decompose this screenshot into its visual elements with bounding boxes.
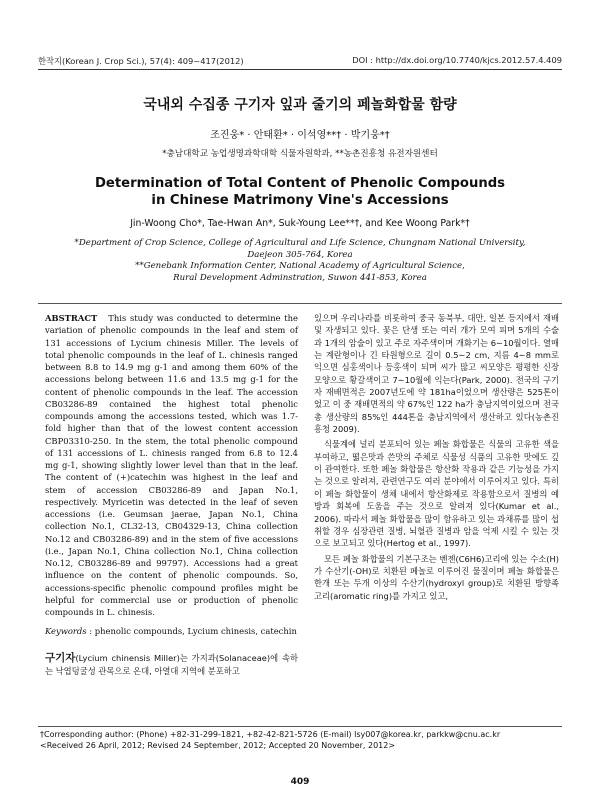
running-header bbox=[38, 55, 562, 67]
left-column bbox=[45, 312, 298, 678]
korean-affiliation: *충남대학교 농업생명과학대학 식물자원학과, **농촌진흥청 유전자원센터 bbox=[162, 149, 438, 159]
body-paragraph: 있으며 우리나라를 비롯하여 중국 동북부, 대만, 일본 등지에서 재배 및 자생되고 있다. 꽃은 단생 또는 여러 개가 모여 피며 5개의 수술과 1개의 암술이 있고 주로 자주색이며 개화기는 6∼10월이다. 열매는 계란형이나 긴 타원형으로 길이 0.5∼2 cm, 지름 4∼8 mm로 익으면 심홍색이나 등홍색이 되며 씨가 많고 씨모양은 평평한 신장모양으로 황갈색이고 7∼10월에 익는다(Park, 2000). 전국의 구기자 재배면적은 2007년도에 약 181ha이었으며 생산량은 525톤이었고 이 중 재배면적의 약 67%인 122 ha가 충남지역이었으며 전국 총 생산량의 85%인 444톤을 충남지역에서 생산하고 있다(농촌진흥청 2009). bbox=[314, 313, 559, 435]
right-column bbox=[314, 312, 559, 602]
korean-intro bbox=[45, 652, 298, 678]
intro-text: (Lycium chinensis Miller)는 가지과(Solanaceae)에 속하는 낙엽덩굴성 관목으로 온대, 아열대 지역에 분포하고 bbox=[45, 652, 298, 676]
affiliation-line: **Genebank Information Center, National Academy of Agricultural Science, bbox=[135, 261, 465, 272]
corresponding-author: †Corresponding author: (Phone) +82-31-299-1821, +82-42-821-5726 (E-mail) lsy007@korea.kr, parkkw@cnu.ac.kr bbox=[40, 730, 501, 739]
english-title-line1: Determination of Total Content of Phenolic Compounds bbox=[94, 176, 506, 191]
english-authors: Jin-Woong Cho*, Tae-Hwan An*, Suk-Young Lee**†, and Kee Woong Park*† bbox=[130, 218, 470, 229]
english-title-line2: in Chinese Matrimony Vine's Accessions bbox=[151, 193, 449, 208]
doi-link[interactable]: DOI : http://dx.doi.org/10.7740/kjcs.2012.57.4.409 bbox=[352, 55, 562, 65]
korean-authors: 조진웅* · 안태환* · 이석영**† · 박기웅*† bbox=[210, 130, 390, 141]
affiliation-line: *Department of Crop Science, College of Agricultural and Life Science, Chungnam National University, bbox=[74, 238, 526, 248]
footnote bbox=[40, 730, 560, 751]
affiliation-line: Daejeon 305-764, Korea bbox=[247, 249, 353, 260]
title-block-rule bbox=[38, 303, 562, 304]
korean-title: 국내외 수집종 구기자 잎과 줄기의 페놀화합물 함량 bbox=[143, 97, 457, 113]
affiliation-line: Rural Development Adminstration, Suwon 441-853, Korea bbox=[173, 272, 427, 283]
keywords-label: Keywords bbox=[45, 626, 87, 637]
body-paragraph: 식물계에 널리 분포되어 있는 페놀 화합물은 식물의 고유한 색을 부여하고, 떫은맛과 쓴맛의 주체로 식물성 식품의 고유한 맛에도 깊이 관여한다. 또한 페놀 화합물은 항산화 작용과 같은 기능성을 가지는 것으로 알려져, 관련연구도 여러 분야에서 이루어지고 있다. 특히 이 페놀 화합물이 생체 내에서 항산화제로 작용함으로서 질병의 예방과 회복에 도움을 주는 것으로 알려져 있다(Kumar et al., 2006). 따라서 페놀 화합물을 많이 함유하고 있는 과채류를 많이 섭취할 경우 심장관련 질병, 뇌혈관 질병과 암을 억제 시킬 수 있는 것으로 보고되고 있다(Hertog et al., 1997). bbox=[314, 439, 559, 549]
abstract bbox=[45, 312, 298, 618]
english-title bbox=[0, 175, 600, 209]
body-paragraph: 모든 페놀 화합물의 기본구조는 벤젠(C6H6)고리에 있는 수소(H)가 수산기(-OH)로 치환된 페놀로 이루어진 물질이며 페놀 화합물은 한개 또는 두개 이상의 수산기(hydroxyl group)로 치환된 방향족 고리(aromatic ring)를 가지고 있고, bbox=[314, 553, 559, 601]
abstract-heading: ABSTRACT bbox=[45, 313, 98, 323]
keywords bbox=[45, 625, 298, 637]
page-number: 409 bbox=[290, 777, 310, 787]
english-affiliation bbox=[40, 238, 560, 284]
received-dates: <Received 26 April, 2012; Revised 24 September, 2012; Accepted 20 November, 2012> bbox=[40, 740, 396, 750]
header-rule bbox=[38, 69, 562, 70]
intro-lead-word: 구기자 bbox=[45, 651, 76, 664]
abstract-text: This study was conducted to determine the variation of phenolic compounds in the leaf and stem of 131 accessions of Lycium chinesis Miller. The levels of total phenolic compounds in the leaf of L. chinesis ranged between 8.8 to 14.9 mg g-1 and among them 60% of the accessions belong between 11.6 and 13.5 mg g-1 for the content of phenolic compounds in the leaf. The accession CB03286-89 contained the highest total phenolic compounds among the accessions tested, which was 1.7-fold higher than that of the lowest content accession CBP03310-250. In the stem, the total phenolic compound of 131 accessions of L. chinesis ranged from 6.8 to 12.4 mg g-1, showing slightly lower level than that in the leaf. The content of (+)catechin was highest in the leaf and stem of accession CB03286-89 and Japan No.1, respectively. Myricetin was detected in the leaf of seven accessions (i.e. Geumsan jaerae, Japan No.1, China collection No.1, CL32-13, CB04329-13, China collection No.12 and CB03286-89) and in the stem of five accessions (i.e., Japan No.1, China collection No.1, China collection No.12, CB03286-89 and 99797). Accessions had a great influence on the content of phenolic compounds. So, accessions-specific phenolic compound profiles might be helpful for commercial use or production of phenolic compounds in L. chinesis. bbox=[45, 313, 298, 617]
journal-citation: 한작지(Korean J. Crop Sci.), 57(4): 409~417(2012) bbox=[38, 56, 244, 66]
footnote-rule bbox=[38, 726, 562, 727]
keywords-text: : phenolic compounds, Lycium chinesis, catechin bbox=[89, 626, 297, 637]
